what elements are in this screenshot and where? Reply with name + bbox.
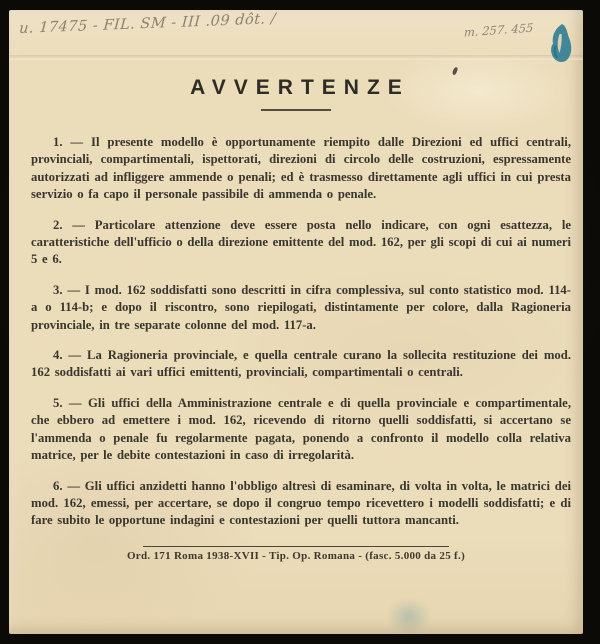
imprint-footer (9, 546, 583, 562)
fold-crease (9, 55, 583, 60)
title-underline (261, 109, 331, 111)
document-page (9, 10, 583, 634)
ink-speck (452, 67, 458, 76)
page-title: AVVERTENZE (190, 76, 410, 99)
paragraph-1: 1. — Il presente modello è opportunamente riempito dalle Direzioni ed uffici centrali, provinciali, compartimentali, ispettorati, direzioni di circolo delle costruzioni, espressamente autorizzati ad infliggere ammende o penali; ed è trasmesso direttamente agli uffici in cui presta servizio o fa capo il personale passibile di ammenda o penale. (31, 135, 571, 202)
paragraph-3: 3. — I mod. 162 soddisfatti sono descritti in cifra complessiva, sul conto statistico mod. 114-a o 114-b; e dopo il riscontro, sono riepilogati, distintamente per colore, dalla Ragioneria provinciale, in tre separate colonne del mod. 117-a. (31, 282, 571, 332)
notice-body (31, 134, 571, 530)
ink-smudge (387, 598, 431, 636)
paragraph-6: 6. — Gli uffici anzidetti hanno l'obbligo altresì di esaminare, di volta in volta, le matrici dei mod. 162, emessi, per accertare, se dopo il congruo tempo ricevettero i modelli soddisfatti; e di fare subito le opportune indagini e contestazioni per quelli tuttora mancanti. (31, 478, 571, 528)
pencil-annotation-right: m. 257. 455 (463, 20, 534, 40)
paragraph-2: 2. — Particolare attenzione deve essere posta nello indicare, con ogni esattezza, le caratteristiche dell'ufficio o della direzione emittente del mod. 162, per gli scopi di cui ai numeri 5 e 6. (31, 217, 571, 267)
footer-imprint-text: Ord. 171 Roma 1938-XVII - Tip. Op. Romana - (fasc. 5.000 da 25 f.) (126, 550, 466, 562)
footer-rule (143, 546, 449, 547)
paragraph-5: 5. — Gli uffici della Amministrazione centrale e di quella provinciale e compartimentale, che ebbero ad emettere i mod. 162, ricevendo di ritorno quelli soddisfatti, si accertano se l'ammenda o penale fu regolarmente pagata, ponendo a confronto il modello colla relativa matrice, per le debite contestazioni in caso di irregolarità. (31, 395, 571, 463)
paragraph-4: 4. — La Ragioneria provinciale, e quella centrale curano la sollecita restituzione dei mod. 162 soddisfatti ai vari uffici emittenti, provinciali, compartimentali o centrali. (31, 348, 571, 380)
pencil-annotation-left: u. 17475 - FIL. SM - III .09 dôt. / (18, 11, 277, 37)
blue-ink-mark (546, 21, 578, 69)
